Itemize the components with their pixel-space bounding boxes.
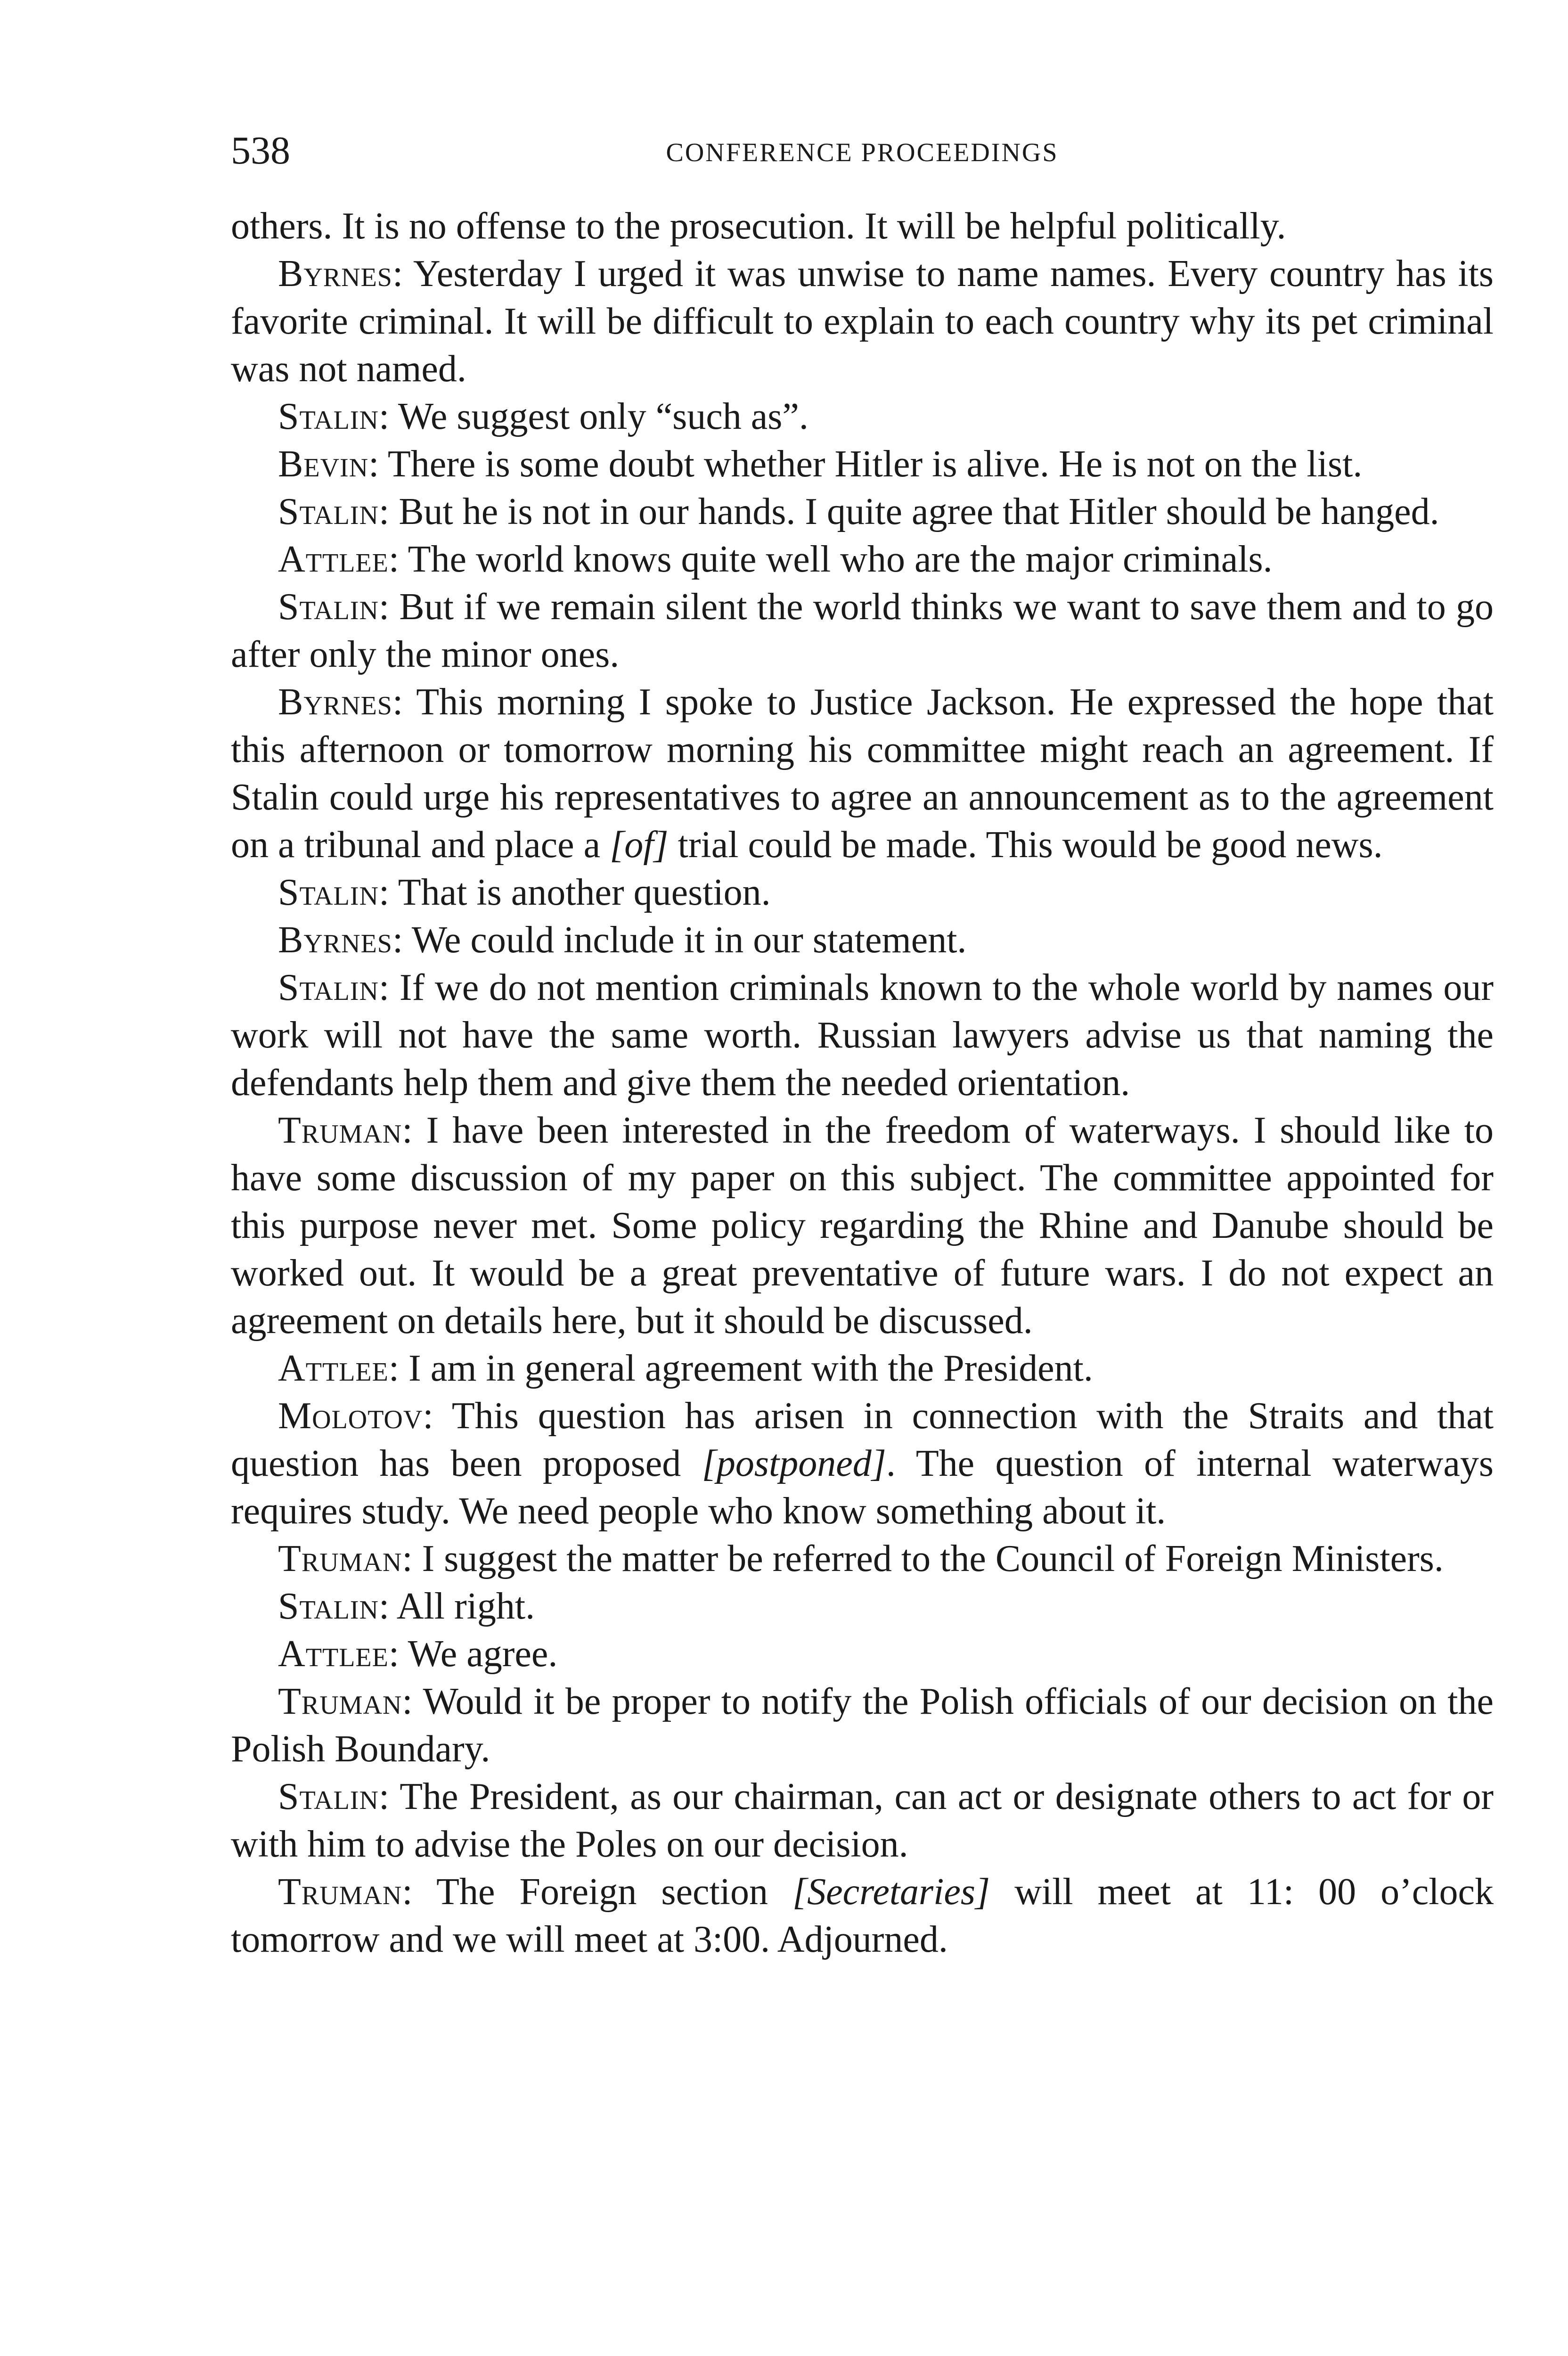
paragraph-text: We could include it in our statement. [411,919,967,961]
speaker-name: Stalin [278,586,379,628]
speaker-name: Truman [278,1110,402,1151]
paragraph-stalin: Stalin: But he is not in our hands. I quite agree that Hitler should be hanged. [278,491,1439,532]
speaker-name: Truman [278,1538,402,1579]
speaker-name: Truman [278,1871,402,1913]
paragraph-stalin: Stalin: We suggest only “such as”. [278,396,808,437]
editorial-insertion: [Secretaries] [792,1871,990,1913]
speaker-name: Byrnes [278,919,392,961]
editorial-insertion: [of] [610,824,669,866]
running-title: CONFERENCE PROCEEDINGS [666,138,1059,167]
paragraph-text: We suggest only “such as”. [398,396,808,437]
paragraph-attlee: Attlee: I am in general agreement with the President. [278,1348,1093,1389]
paragraph-byrnes: Byrnes: Yesterday I urged it was unwise to name names. Every country has its favorite criminal. It will be difficult to explain to each country why its pet criminal was not named. [231,253,1494,390]
speaker-name: Stalin [278,1776,379,1817]
paragraph-text: The world knows quite well who are the major criminals. [408,539,1273,580]
speaker-name: Stalin [278,396,379,437]
paragraph-text: The Foreign section [436,1871,792,1913]
paragraph-truman: Truman: I have been interested in the freedom of waterways. I should like to have some discussion of my paper on this subject. The committee appointed for this purpose never met. Some policy regarding the Rhine and Danube should be worked out. It would be a great preventative of future wars. I do not expect an agreement on details here, but it should be discussed. [231,1110,1494,1342]
paragraph-stalin: Stalin: All right. [278,1586,535,1627]
paragraph-attlee: Attlee: The world knows quite well who are the major criminals. [278,539,1273,580]
paragraph-text: The President, as our chairman, can act or designate others to act for or with him to advise the Poles on our decision. [231,1776,1494,1865]
paragraph-text: There is some doubt whether Hitler is alive. He is not on the list. [387,443,1363,485]
speaker-name: Bevin [278,443,369,485]
paragraph-text: others. It is no offense to the prosecution. It will be helpful politically. [231,205,1286,247]
paragraph-bevin: Bevin: There is some doubt whether Hitler is alive. He is not on the list. [278,443,1363,485]
speaker-name: Attlee [278,1633,389,1675]
paragraph-stalin: Stalin: The President, as our chairman, can act or designate others to act for or with him to advise the Poles on our decision. [231,1776,1494,1865]
paragraph-text: I am in general agreement with the President. [408,1348,1093,1389]
paragraph-byrnes: Byrnes: This morning I spoke to Justice Jackson. He expressed the hope that this afternoon or tomorrow morning his committee might reach an agreement. If Stalin could urge his representatives to agree an announcement as to the agreement on a tribunal and place a [of] trial could be made. This would be good news. [231,681,1494,866]
speaker-name: Stalin [278,967,379,1008]
paragraph-stalin: Stalin: That is another question. [278,872,771,913]
paragraph-continuation [231,203,1494,250]
page-number: 538 [231,129,290,172]
paragraph-text: But if we remain silent the world thinks we want to save them and to go after only the minor ones. [231,586,1494,675]
paragraph-attlee: Attlee: We agree. [278,1633,558,1675]
paragraph-stalin: Stalin: But if we remain silent the world thinks we want to save them and to go after only the minor ones. [231,586,1494,675]
editorial-insertion: [postponed] [702,1443,886,1484]
speaker-name: Truman [278,1681,402,1722]
paragraph-text: I have been interested in the freedom of waterways. I should like to have some discussion of my paper on this subject. The committee appointed for this purpose never met. Some policy regarding the Rhine and Danube should be worked out. It would be a great preventative of future wars. I do not expect an agreement on details here, but it should be discussed. [231,1110,1494,1342]
book-page [231,127,1494,1963]
speaker-name: Stalin [278,1586,379,1627]
paragraph-truman: Truman: I suggest the matter be referred to the Council of Foreign Ministers. [278,1538,1444,1579]
paragraph-text: Yesterday I urged it was unwise to name names. Every country has its favorite criminal. It will be difficult to explain to each country why its pet criminal was not named. [231,253,1494,390]
speaker-name: Byrnes [278,253,392,294]
speaker-name: Molotov [278,1395,423,1437]
paragraph-stalin: Stalin: If we do not mention criminals known to the whole world by names our work will not have the same worth. Russian lawyers advise us that naming the defendants help them and give them the needed orientation. [231,967,1494,1104]
speaker-name: Attlee [278,1348,389,1389]
paragraph-text: This morning I spoke to Justice Jackson. He expressed the hope that this afternoon or tomorrow morning his committee might reach an agreement. If Stalin could urge his representatives to agree an announcement as to the agreement on a tribunal and place a [231,681,1494,866]
paragraph-text: All right. [396,1586,535,1627]
paragraph-truman: Truman: The Foreign section [Secretaries] will meet at 11: 00 o’clock tomorrow and we will meet at 3:00. Adjourned. [231,1871,1494,1960]
paragraph-text: This question has arisen in connection with the Straits and that question has been proposed [231,1395,1494,1484]
speaker-name: Stalin [278,491,379,532]
paragraph-text: will meet at 11: 00 o’clock tomorrow and we will meet at 3:00. Adjourned. [231,1871,1494,1960]
speaker-name: Byrnes [278,681,392,723]
speaker-name: Stalin [278,872,379,913]
paragraph-molotov: Molotov: This question has arisen in connection with the Straits and that question has been proposed [postponed]. The question of internal waterways requires study. We need people who know something about it. [231,1395,1494,1532]
paragraph-text: But he is not in our hands. I quite agree that Hitler should be hanged. [399,491,1439,532]
transcript-body [231,203,1494,1963]
paragraph-text: Would it be proper to notify the Polish officials of our decision on the Polish Boundary. [231,1681,1494,1770]
paragraph-text: . The question of internal waterways requires study. We need people who know something about it. [231,1443,1494,1532]
paragraph-text: I suggest the matter be referred to the Council of Foreign Ministers. [422,1538,1444,1579]
running-head [231,127,1494,184]
paragraph-text: trial could be made. This would be good news. [668,824,1383,866]
paragraph-text: We agree. [408,1633,558,1675]
paragraph-text: That is another question. [398,872,771,913]
speaker-name: Attlee [278,539,389,580]
paragraph-text: If we do not mention criminals known to the whole world by names our work will not have the same worth. Russian lawyers advise us that naming the defendants help them and give them the needed orientation. [231,967,1494,1104]
paragraph-byrnes: Byrnes: We could include it in our statement. [278,919,967,961]
paragraph-truman: Truman: Would it be proper to notify the Polish officials of our decision on the Polish Boundary. [231,1681,1494,1770]
